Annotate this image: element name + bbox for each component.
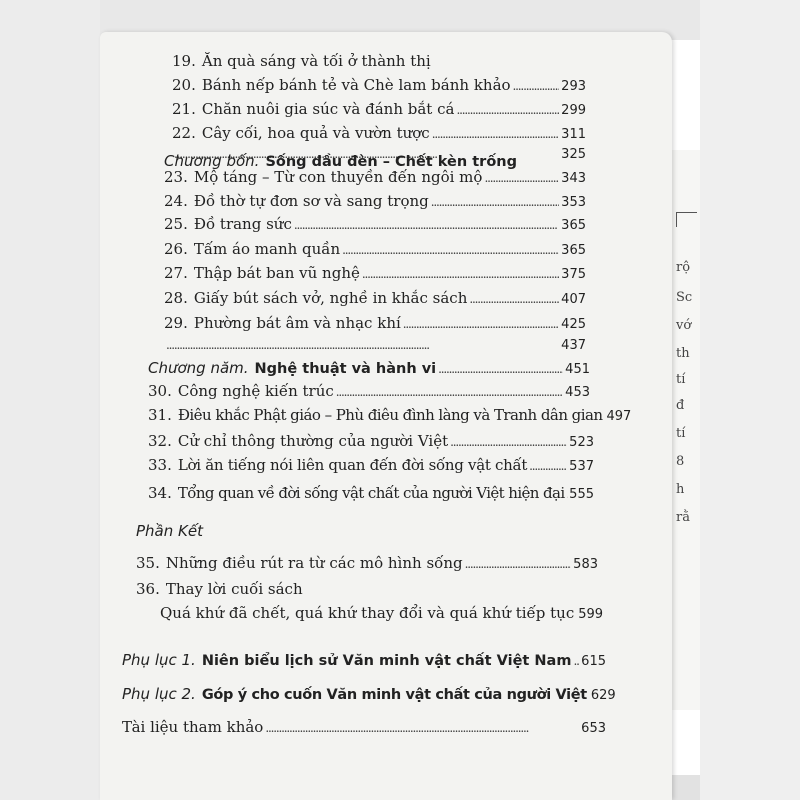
leader-dots [484, 168, 559, 186]
entry-page: 583 [573, 557, 598, 572]
entry-number: 24. [164, 192, 188, 210]
leader-dots [265, 718, 579, 736]
entry-page: 311 [561, 127, 586, 142]
chapter-label: Chương năm. [148, 359, 249, 377]
toc-entry [164, 289, 586, 307]
part-heading: Phần Kết [136, 522, 203, 540]
appendix-heading [122, 650, 606, 669]
appendix-label: Phụ lục 2. [122, 685, 196, 703]
entry-number: 31. [148, 406, 172, 424]
entry-number: 26. [164, 240, 188, 258]
entry-page: 365 [561, 218, 586, 233]
toc-entry [148, 382, 590, 400]
toc-entry [148, 406, 632, 424]
entry-title: Điêu khắc Phật giáo – Phù điêu đình làng và Tranh dân gian [177, 406, 603, 424]
entry-title: Tấm áo manh quần [193, 240, 341, 258]
leader-dots [567, 484, 568, 502]
entry-page: 437 [561, 338, 586, 353]
side-fragment: rằ [676, 510, 690, 525]
chapter-title: Nghệ thuật và hành vi [254, 361, 437, 377]
leader-dots [456, 100, 559, 118]
toc-entry [136, 554, 598, 572]
toc-entry [122, 718, 606, 736]
toc-entry [164, 264, 586, 282]
leader-dots [529, 456, 567, 474]
entry-page: 353 [561, 195, 586, 210]
side-fragment: Sc [676, 290, 693, 305]
side-fragment: vớ [676, 318, 692, 333]
entry-page: 497 [606, 409, 632, 424]
appendix-page: 615 [581, 654, 606, 669]
appendix-heading [122, 684, 616, 703]
side-fragment: th [676, 346, 690, 361]
toc-entry [164, 314, 586, 332]
leader-dots [450, 432, 567, 450]
toc-entry [164, 335, 586, 353]
side-fragment: đ [676, 398, 685, 413]
toc-entry [172, 52, 640, 70]
appendix-title: Góp ý cho cuốn Văn minh vật chất của người Việt [201, 687, 587, 703]
entry-page: 293 [561, 79, 586, 94]
references-title: Tài liệu tham khảo [122, 718, 264, 736]
leader-dots [362, 264, 559, 282]
side-fragment: tí [676, 426, 686, 441]
chapter-title: Sống dầu đèn – Chết kèn trống [265, 154, 517, 170]
entry-title: Tổng quan về đời sống vật chất của người Việt hiện đại [177, 484, 565, 502]
chapter-page: 451 [565, 362, 590, 377]
entry-number: 21. [172, 100, 196, 118]
leader-dots [438, 358, 563, 377]
chapter-label: Chương bốn. [164, 152, 260, 170]
toc-entry [164, 192, 586, 210]
entry-title: Chăn nuôi gia súc và đánh bắt cá [201, 100, 455, 118]
toc-entry [164, 215, 586, 233]
entry-page: 375 [561, 267, 586, 282]
appendix-title: Niên biểu lịch sử Văn minh vật chất Việt Nam [201, 653, 572, 669]
entry-title: Đồ thờ tự đơn sơ và sang trọng [193, 192, 429, 210]
entry-title: Bánh nếp bánh tẻ và Chè lam bánh khảo [201, 76, 511, 94]
entry-title: Thập bát ban vũ nghệ [193, 264, 360, 282]
entry-number: 36. [136, 580, 160, 598]
entry-page: 537 [569, 459, 594, 474]
entry-page: 555 [569, 487, 594, 502]
table-of-contents [100, 32, 672, 800]
leader-dots [573, 650, 579, 669]
entry-page: 365 [561, 243, 586, 258]
entry-number: 20. [172, 76, 196, 94]
leader-dots [432, 124, 559, 142]
appendix-page: 629 [590, 688, 616, 703]
toc-entry [164, 240, 586, 258]
entry-number: 19. [172, 52, 196, 70]
leader-dots [336, 382, 563, 400]
leader-dots [513, 76, 560, 94]
book-page [100, 32, 672, 800]
leader-dots [166, 335, 559, 353]
entry-title: Đồ trang sức [193, 215, 292, 233]
entry-number: 33. [148, 456, 172, 474]
side-fragment: rộ [676, 260, 691, 275]
entry-page: 325 [561, 147, 586, 162]
entry-number: 25. [164, 215, 188, 233]
entry-number: 30. [148, 382, 172, 400]
entry-title: Cây cối, hoa quả và vườn tược [201, 124, 430, 142]
entry-title: Cử chỉ thông thường của người Việt [177, 432, 449, 450]
entry-title: Những điều rút ra từ các mô hình sống [165, 554, 463, 572]
leader-dots [294, 215, 559, 233]
appendix-label: Phụ lục 1. [122, 651, 196, 669]
entry-page: 407 [561, 292, 586, 307]
entry-number: 34. [148, 484, 172, 502]
entry-page: 299 [561, 103, 586, 118]
entry-title: Phường bát âm và nhạc khí [193, 314, 401, 332]
adjacent-page-bracket [676, 212, 697, 227]
entry-title: Giấy bút sách vở, nghề in khắc sách [193, 289, 468, 307]
entry-title: Công nghệ kiến trúc [177, 382, 334, 400]
leader-dots [431, 192, 559, 210]
adjacent-page [672, 150, 700, 710]
toc-entry [172, 76, 586, 94]
entry-title: Ăn quà sáng và tối ở thành thị [201, 52, 431, 70]
entry-number: 32. [148, 432, 172, 450]
toc-entry [172, 124, 586, 142]
entry-number: 27. [164, 264, 188, 282]
toc-entry [148, 484, 594, 502]
subtitle-text: Quá khứ đã chết, quá khứ thay đổi và quá khứ tiếp tục [160, 604, 575, 622]
toc-subtitle [160, 604, 604, 622]
entry-title: Thay lời cuối sách [165, 580, 303, 598]
toc-entry [136, 580, 598, 598]
background-left [0, 0, 100, 800]
entry-page: 343 [561, 171, 586, 186]
entry-number: 35. [136, 554, 160, 572]
leader-dots [469, 289, 559, 307]
entry-page: 453 [565, 385, 590, 400]
leader-dots [465, 554, 572, 572]
side-fragment: h [676, 482, 685, 497]
background-right [700, 0, 800, 800]
side-fragment: 8 [676, 454, 685, 469]
entry-number: 23. [164, 168, 188, 186]
entry-title: Lời ăn tiếng nói liên quan đến đời sống vật chất [177, 456, 528, 474]
toc-entry [148, 456, 594, 474]
entry-number: 29. [164, 314, 188, 332]
side-fragment: tí [676, 372, 686, 387]
entry-title: Mộ táng – Từ con thuyền đến ngôi mộ [193, 168, 483, 186]
toc-entry [172, 100, 586, 118]
toc-entry [148, 432, 594, 450]
entry-page: 425 [561, 317, 586, 332]
toc-entry [164, 168, 586, 186]
references-page: 653 [581, 721, 606, 736]
subtitle-page: 599 [578, 607, 604, 622]
entry-number: 28. [164, 289, 188, 307]
leader-dots [342, 240, 559, 258]
entry-page: 523 [569, 435, 594, 450]
chapter-heading [148, 358, 590, 377]
leader-dots [403, 314, 559, 332]
entry-number: 22. [172, 124, 196, 142]
